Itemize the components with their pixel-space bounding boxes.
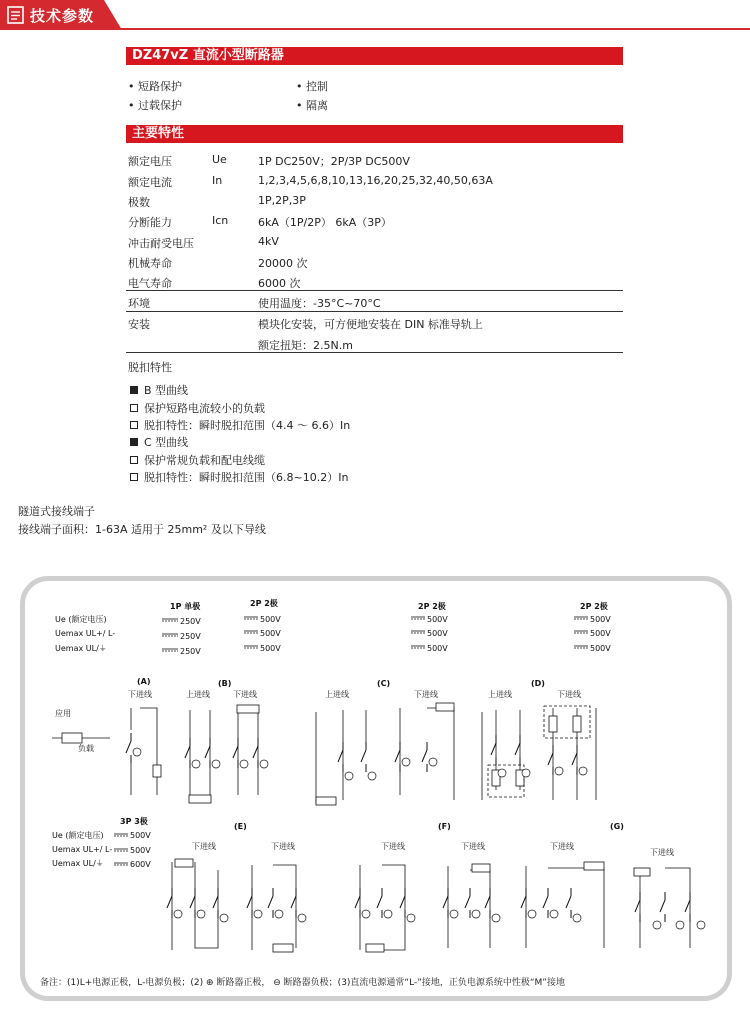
feature-item: • 短路保护 xyxy=(128,80,182,93)
trip-item: 脱扣特性：瞬时脱扣范围（6.8~10.2）In xyxy=(130,469,348,485)
col-value: 250V xyxy=(180,647,201,656)
col-head: 2P 2极 xyxy=(250,599,278,608)
trip-title: 脱扣特性 xyxy=(128,361,172,374)
col-value: 500V xyxy=(260,629,281,638)
ue-label: Ue (额定电压) xyxy=(55,615,107,624)
uemax-l-label: Uemax UL+/ L- xyxy=(55,629,116,638)
product-title: DZ47vZ 直流小型断路器 xyxy=(126,47,623,65)
circuit-label: (G) xyxy=(610,822,624,831)
uemax-l-label: Uemax UL+/ L- xyxy=(52,845,113,854)
spec-row: 额定电压 Ue 1P DC250V；2P/3P DC500V xyxy=(128,153,410,168)
feature-item: • 控制 xyxy=(296,80,328,93)
col-head: 2P 2极 xyxy=(580,602,608,611)
feature-item: • 隔离 xyxy=(296,99,328,112)
spec-row: 冲击耐受电压 4kV xyxy=(128,235,279,250)
spec-row: 机械寿命 20000 次 xyxy=(128,257,308,270)
three-value: 600V xyxy=(130,860,151,869)
col-value: 500V xyxy=(590,629,611,638)
uemax-g-label: Uemax UL/⏚ xyxy=(55,644,107,653)
footnote: 备注：(1)L+电源正极，L-电源负极；(2) ⊕ 断路器正极， ⊖ 断路器负极；(3)直流电源通常“L-”接地，正负电源系统中性极“M”接地 xyxy=(40,978,565,988)
spec-row: 极数 1P,2P,3P xyxy=(128,194,306,209)
three-pole-head: 3P 3极 xyxy=(120,817,148,826)
three-value: 500V xyxy=(130,831,151,840)
trip-item: 脱扣特性：瞬时脱扣范围（4.4 ～ 6.6）In xyxy=(130,417,350,433)
terminal-desc: 接线端子面积：1-63A 适用于 25mm² 及以下导线 xyxy=(18,523,266,536)
col-value: 250V xyxy=(180,632,201,641)
feed-label: 下进线 xyxy=(233,690,257,699)
col-value: 500V xyxy=(427,629,448,638)
col-head: 1P 单极 xyxy=(170,602,201,611)
uemax-g-label: Uemax UL/⏚ xyxy=(52,859,104,868)
feed-label: 下进线 xyxy=(271,842,295,851)
app-label: 应用 xyxy=(55,709,71,718)
circuit-label: (B) xyxy=(218,679,232,688)
circuit-label: (A) xyxy=(137,677,151,686)
col-head: 2P 2极 xyxy=(418,602,446,611)
spec-row: 额定电流 In 1,2,3,4,5,6,8,10,13,16,20,25,32,40,50,63A xyxy=(128,174,493,189)
feed-label: 下进线 xyxy=(128,690,152,699)
feature-item: • 过载保护 xyxy=(128,99,182,112)
col-value: 500V xyxy=(260,615,281,624)
load-icon xyxy=(62,733,82,743)
trip-item: 保护常规负载和配电线缆 xyxy=(130,452,265,468)
feed-label: 上进线 xyxy=(488,690,512,699)
feed-label: 下进线 xyxy=(557,690,581,699)
feed-label: 下进线 xyxy=(192,842,216,851)
circuit-label: (F) xyxy=(438,822,451,831)
main-title: 主要特性 xyxy=(126,125,623,143)
environment-row: 环境 使用温度：-35°C~70°C xyxy=(128,297,381,310)
col-value: 500V xyxy=(427,644,448,653)
terminal-title: 隧道式接线端子 xyxy=(18,505,95,518)
col-value: 500V xyxy=(427,615,448,624)
circuit-label: (D) xyxy=(531,679,545,688)
feed-label: 上进线 xyxy=(325,690,349,699)
trip-item: 保护短路电流较小的负载 xyxy=(130,400,265,416)
load-label: 负载 xyxy=(78,744,94,753)
col-value: 500V xyxy=(590,615,611,624)
col-value: 250V xyxy=(180,617,201,626)
feed-label: 下进线 xyxy=(414,690,438,699)
banner-title: 技术参数 xyxy=(30,7,95,25)
col-value: 500V xyxy=(590,644,611,653)
feed-label: 下进线 xyxy=(461,842,485,851)
trip-item: C 型曲线 xyxy=(130,434,188,450)
install-row: 安装 模块化安装，可方便地安装在 DIN 标准导轨上 xyxy=(128,318,483,331)
spec-row: 电气寿命 6000 次 xyxy=(128,277,301,290)
circuit-label: (C) xyxy=(377,679,391,688)
three-value: 500V xyxy=(130,846,151,855)
feed-label: 上进线 xyxy=(186,690,210,699)
feed-label: 下进线 xyxy=(650,848,674,857)
install-row: 额定扭矩：2.5N.m xyxy=(258,339,353,352)
feed-label: 下进线 xyxy=(550,842,574,851)
feed-label: 下进线 xyxy=(381,842,405,851)
col-value: 500V xyxy=(260,644,281,653)
spec-row: 分断能力 Icn 6kA（1P/2P） 6kA（3P） xyxy=(128,214,392,229)
trip-item: B 型曲线 xyxy=(130,382,188,398)
ue-label: Ue (额定电压) xyxy=(52,831,104,840)
circuit-label: (E) xyxy=(234,822,247,831)
